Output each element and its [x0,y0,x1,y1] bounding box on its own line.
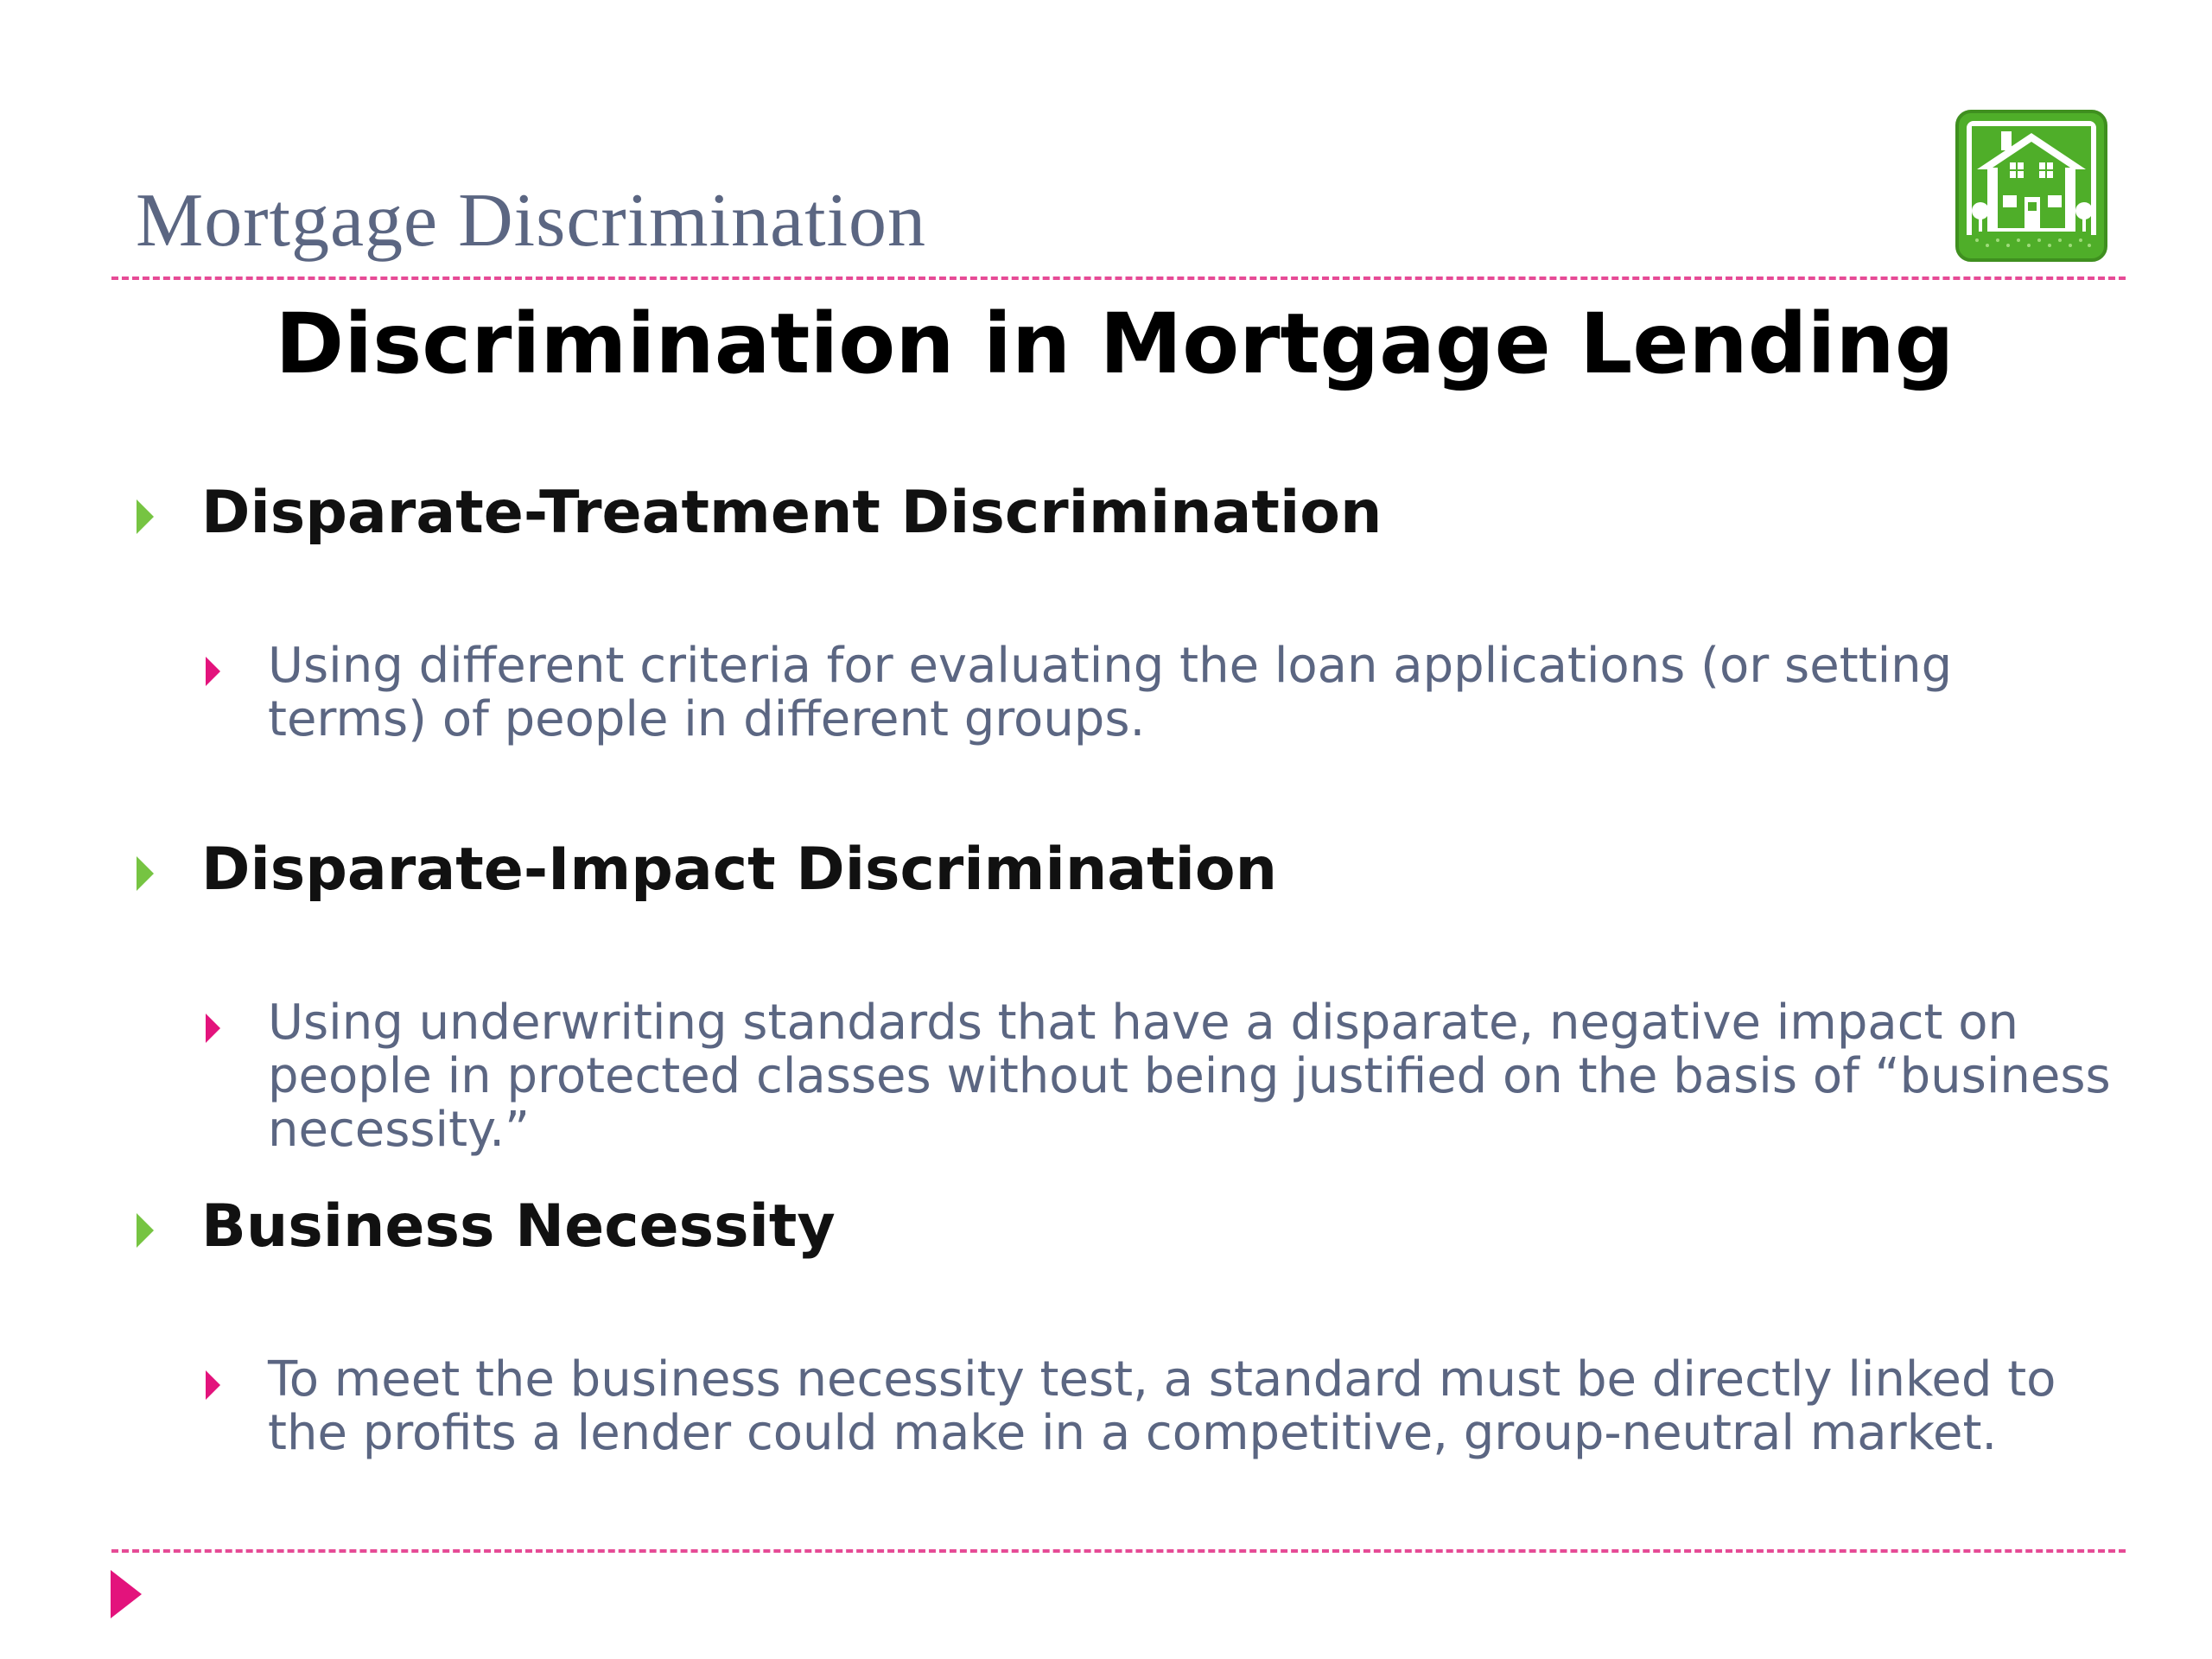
bullet-heading-1: Disparate-Treatment Discrimination [201,479,1382,547]
pink-triangle-bullet-icon [206,1370,220,1400]
house-icon [1955,109,2108,263]
next-slide-arrow-icon[interactable] [111,1570,142,1618]
header-divider [111,276,2126,280]
green-triangle-bullet-icon [137,856,154,891]
pink-triangle-bullet-icon [206,657,220,686]
bullet-detail-1: Using different criteria for evaluating the loan applications (or setting terms) of people in different groups. [268,638,1953,747]
bullet-heading-3: Business Necessity [201,1192,836,1261]
bullet-detail-3: To meet the business necessity test, a standard must be directly linked to the profits a lender could make in a competitive, group-neutral market. [268,1351,2056,1461]
bullet-detail-2: Using underwriting standards that have a disparate, negative impact on people in protected classes without being justified on the basis of “business necessity.” [268,995,2111,1158]
green-triangle-bullet-icon [137,499,154,534]
bullet-heading-2: Disparate-Impact Discrimination [201,836,1278,904]
slide-title: Discrimination in Mortgage Lending [275,296,1955,392]
pink-triangle-bullet-icon [206,1014,220,1043]
green-triangle-bullet-icon [137,1213,154,1248]
section-title: Mortgage Discrimination [136,179,927,263]
footer-divider [111,1549,2126,1553]
